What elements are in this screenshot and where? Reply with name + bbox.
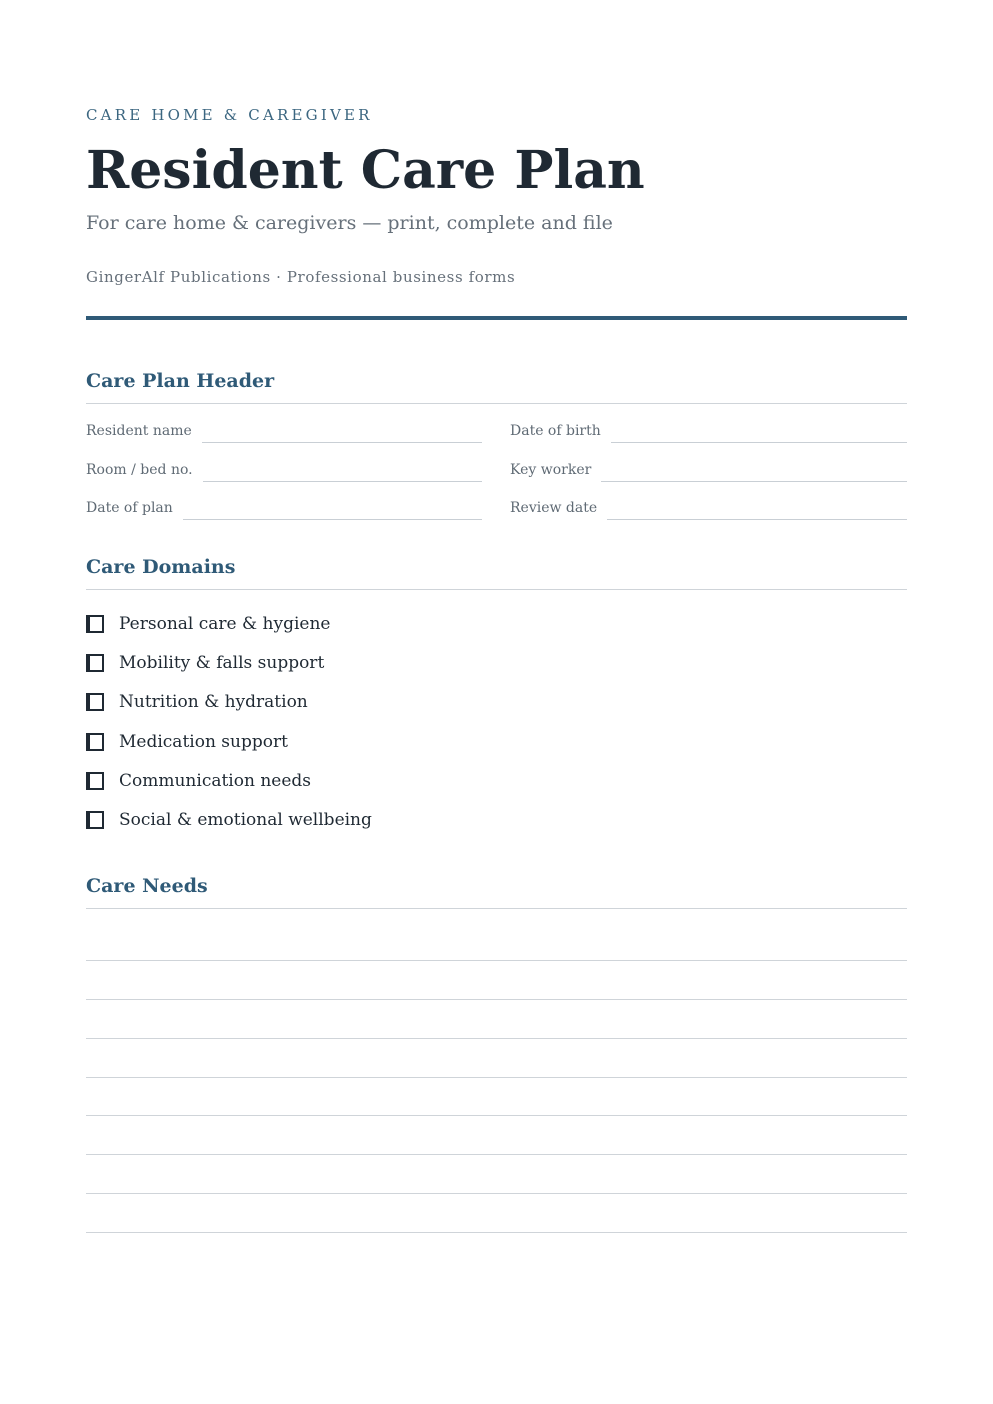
checkbox[interactable] [86, 615, 104, 633]
care-needs-writing-line[interactable] [86, 999, 907, 1000]
section-title-care-plan-header: Care Plan Header [86, 370, 275, 392]
field-label: Room / bed no. [86, 462, 193, 478]
care-needs-writing-line[interactable] [86, 1154, 907, 1155]
key-worker-field[interactable] [510, 460, 907, 482]
review-date-input[interactable] [607, 519, 907, 520]
care-needs-writing-line[interactable] [86, 1077, 907, 1078]
checkbox-label: Mobility & falls support [119, 653, 325, 673]
date-of-birth-field[interactable] [510, 421, 907, 443]
date-of-plan-input[interactable] [183, 519, 482, 520]
resident-name-field[interactable] [86, 421, 482, 443]
date-of-plan-field[interactable] [86, 498, 482, 520]
section-title-care-domains: Care Domains [86, 556, 236, 578]
domain-mobility[interactable] [86, 651, 324, 675]
section-divider [86, 589, 907, 590]
page-title: Resident Care Plan [86, 140, 645, 201]
section-title-care-needs: Care Needs [86, 875, 208, 897]
checkbox[interactable] [86, 654, 104, 672]
care-needs-writing-line[interactable] [86, 1115, 907, 1116]
room-bed-input[interactable] [203, 481, 482, 482]
resident-name-input[interactable] [202, 442, 482, 443]
field-label: Date of birth [510, 423, 601, 439]
checkbox-label: Social & emotional wellbeing [119, 810, 372, 830]
checkbox[interactable] [86, 733, 104, 751]
checkbox-label: Communication needs [119, 771, 312, 791]
key-worker-input[interactable] [601, 481, 907, 482]
form-category: CARE HOME & CAREGIVER [86, 106, 373, 124]
field-label: Resident name [86, 423, 192, 439]
care-needs-writing-line[interactable] [86, 1193, 907, 1194]
checkbox[interactable] [86, 811, 104, 829]
checkbox[interactable] [86, 772, 104, 790]
domain-personal-care[interactable] [86, 612, 330, 636]
care-needs-writing-line[interactable] [86, 960, 907, 961]
field-label: Date of plan [86, 500, 173, 516]
room-bed-field[interactable] [86, 460, 482, 482]
checkbox[interactable] [86, 693, 104, 711]
date-of-birth-input[interactable] [611, 442, 907, 443]
domain-social-emotional[interactable] [86, 808, 372, 832]
page-subtitle: For care home & caregivers — print, complete and file [86, 212, 613, 234]
care-needs-writing-line[interactable] [86, 1038, 907, 1039]
section-divider [86, 403, 907, 404]
checkbox-label: Medication support [119, 732, 288, 752]
checkbox-label: Nutrition & hydration [119, 692, 308, 712]
section-divider [86, 908, 907, 909]
domain-medication[interactable] [86, 730, 288, 754]
field-label: Review date [510, 500, 598, 516]
domain-nutrition[interactable] [86, 690, 308, 714]
domain-communication[interactable] [86, 769, 311, 793]
checkbox-label: Personal care & hygiene [119, 614, 331, 634]
header-divider [86, 316, 907, 320]
publisher-line: GingerAlf Publications · Professional business forms [86, 268, 516, 286]
review-date-field[interactable] [510, 498, 907, 520]
field-label: Key worker [510, 462, 592, 478]
care-needs-writing-line[interactable] [86, 1232, 907, 1233]
